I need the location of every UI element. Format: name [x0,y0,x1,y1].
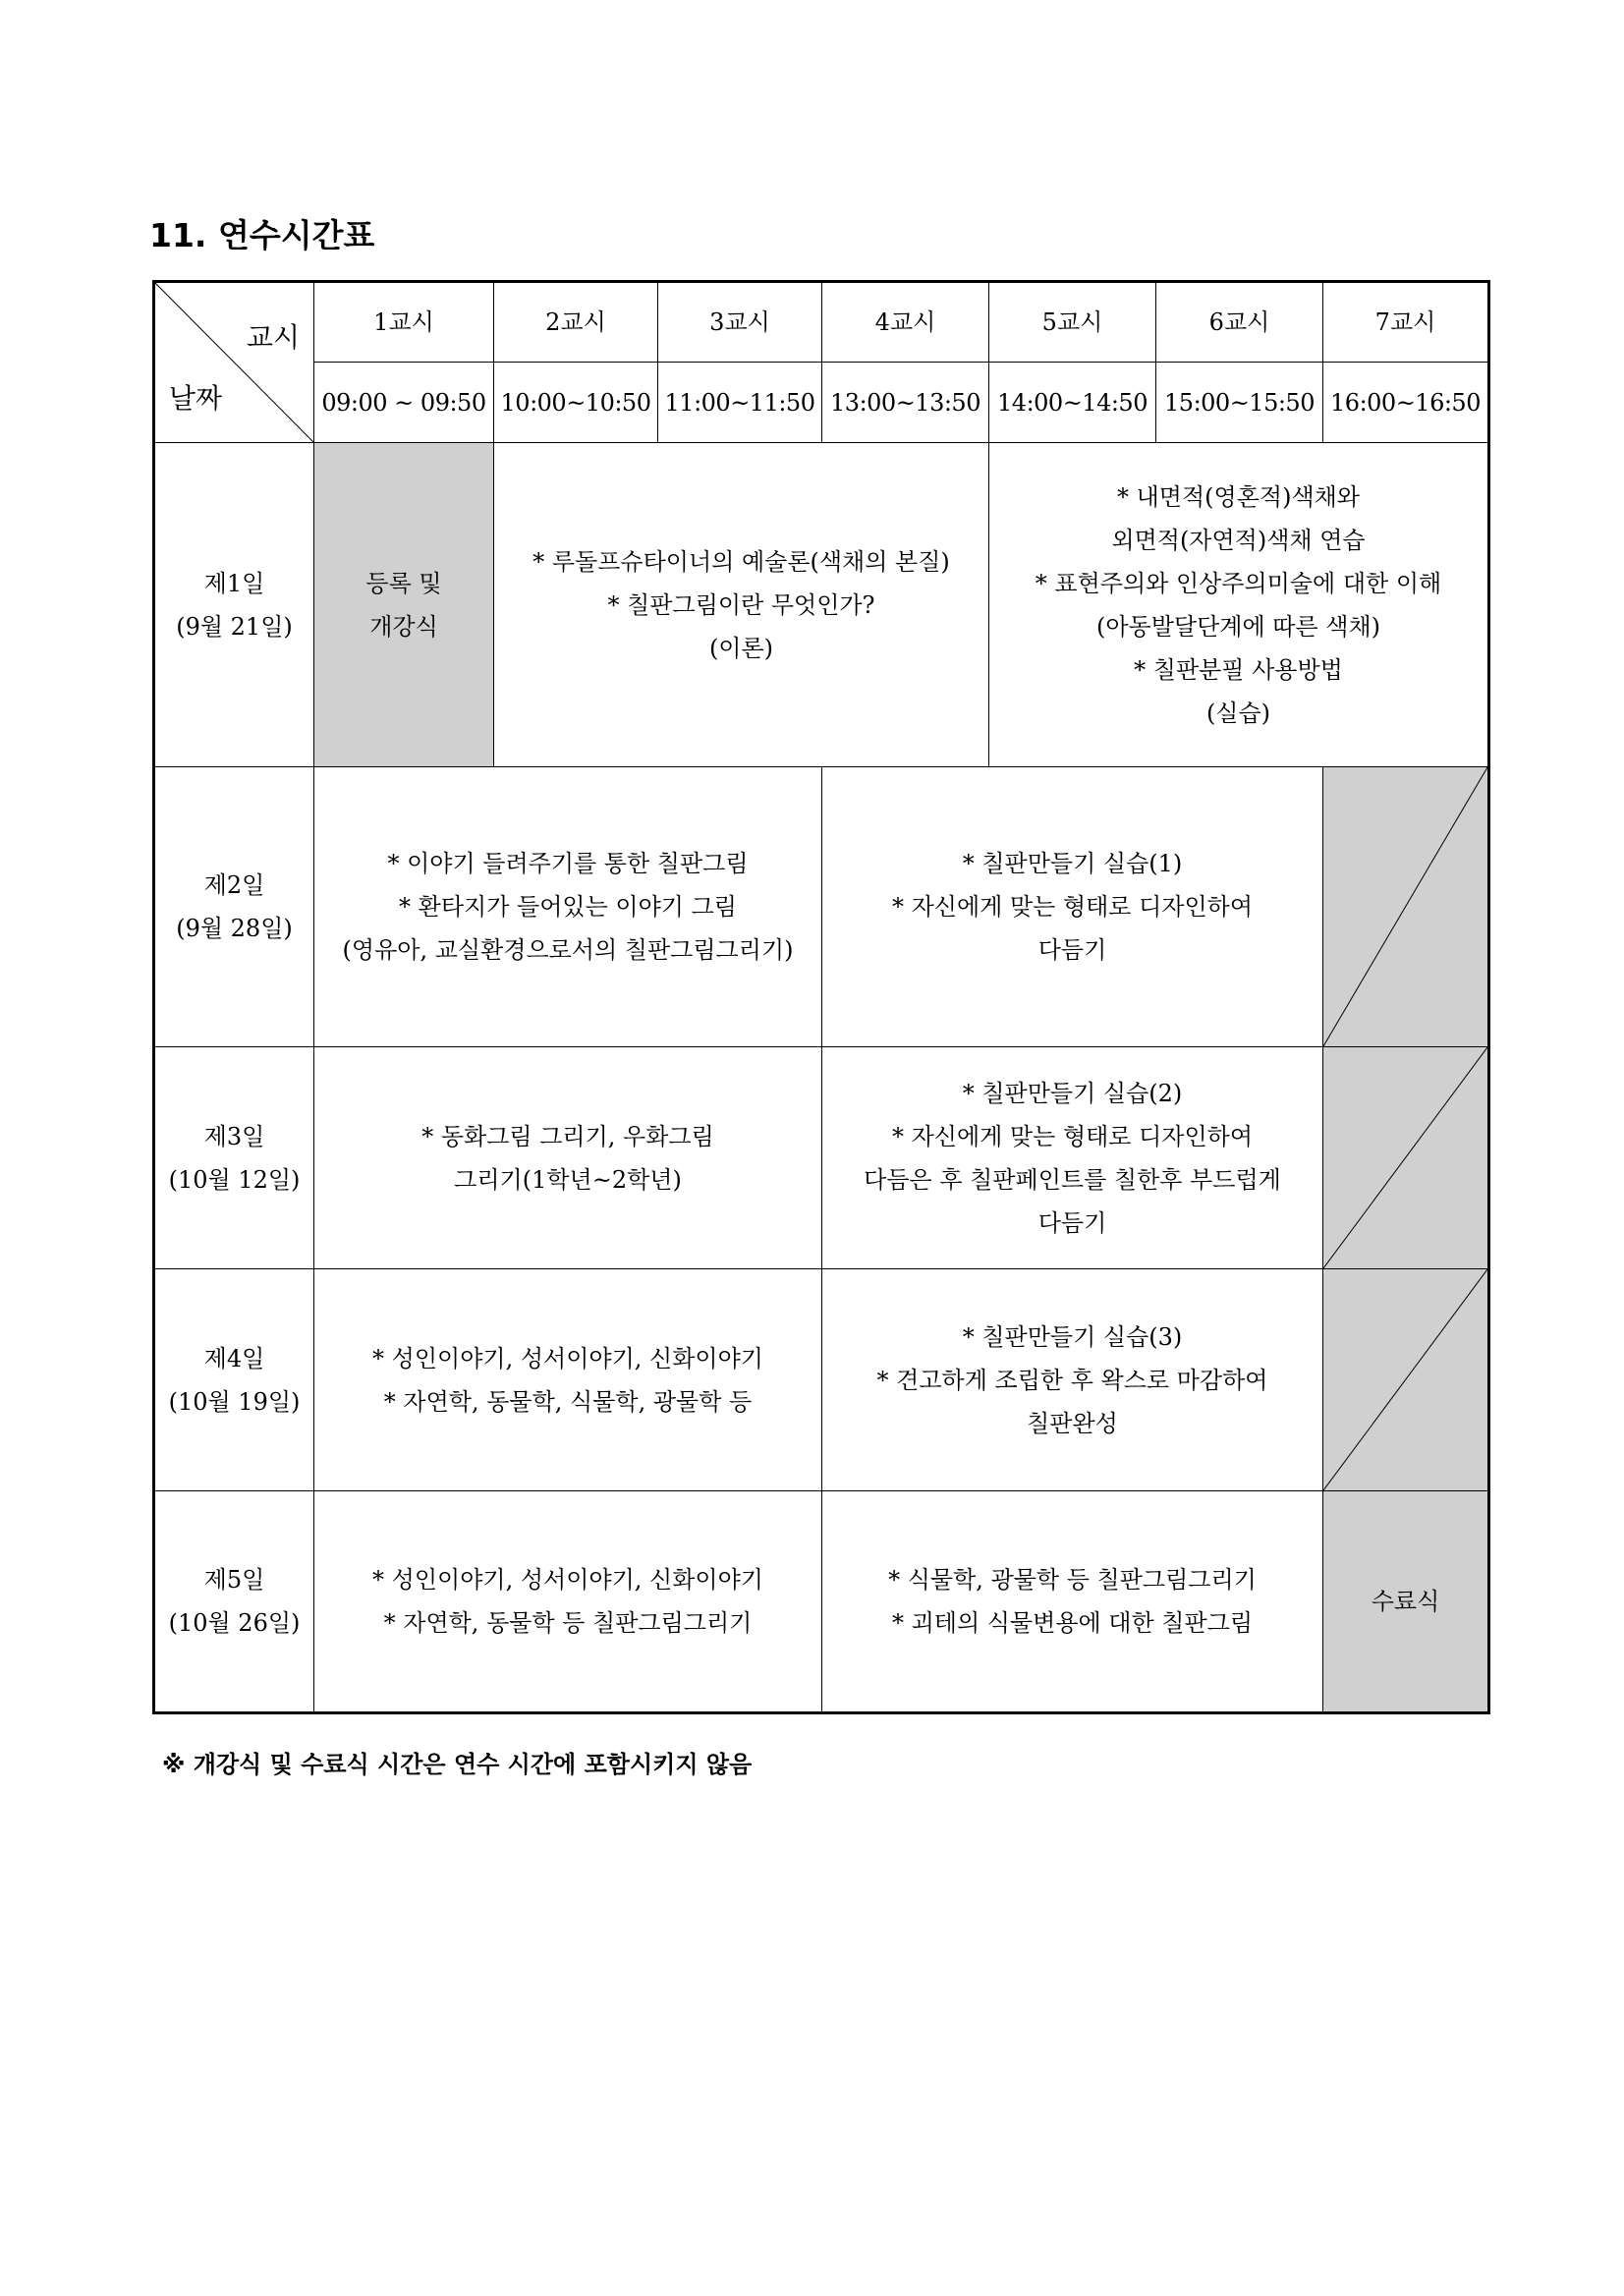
day-date: (9월 21일) [176,612,293,641]
corner-date-label: 날짜 [169,382,223,415]
session-line: * 괴테의 식물변용에 대한 칠판그림 [891,1609,1254,1637]
day-cell [154,1491,314,1713]
table-row [154,767,1489,1047]
empty-shaded-cell [1323,1047,1489,1269]
period-header-6: 6교시 [1156,282,1323,363]
period-header-3: 3교시 [658,282,822,363]
period-time-6: 15:00~15:50 [1156,363,1323,443]
session-line: * 칠판만들기 실습(2) [962,1079,1183,1107]
period-header-5: 5교시 [989,282,1156,363]
footnote: ※ 개강식 및 수료식 시간은 연수 시간에 포함시키지 않음 [162,1751,753,1778]
session-line: * 표현주의와 인상주의미술에 대한 이해 [1035,569,1442,597]
session-line: 그리기(1학년~2학년) [454,1165,682,1194]
session-line: * 자연학, 동물학, 식물학, 광물학 등 [383,1387,753,1416]
registration-cell [314,443,494,767]
session-line: 다듬은 후 칠판페인트를 칠한후 부드럽게 [864,1165,1281,1194]
session-line: (이론) [708,634,774,662]
schedule-table [152,280,1490,1714]
day-cell [154,1047,314,1269]
session-block [494,443,989,767]
session-line: 외면적(자연적)색채 연습 [1111,526,1366,554]
session-line: * 식물학, 광물학 등 칠판그림그리기 [888,1566,1257,1594]
table-row [154,1047,1489,1269]
closing-ceremony-cell: 수료식 [1323,1491,1489,1713]
period-header-2: 2교시 [494,282,658,363]
session-line: * 내면적(영혼적)색채와 [1116,482,1360,511]
session-block [314,1491,822,1713]
session-line: * 루돌프슈타이너의 예술론(색채의 본질) [532,547,950,576]
session-line: * 자신에게 맞는 형태로 디자인하여 [891,893,1254,921]
day-date: (9월 28일) [176,915,293,942]
session-block [822,767,1323,1047]
corner-period-label: 교시 [246,321,300,354]
period-time-1: 09:00 ~ 09:50 [314,363,494,443]
session-line: * 칠판분필 사용방법 [1134,655,1343,684]
day-label: 제2일 [203,871,265,899]
day-label: 제3일 [203,1122,265,1150]
table-row [154,443,1489,767]
period-time-4: 13:00~13:50 [822,363,989,443]
session-line: * 성인이야기, 성서이야기, 신화이야기 [372,1566,763,1594]
session-block [989,443,1489,767]
corner-header-cell [154,282,314,443]
day-label: 제4일 [203,1344,265,1372]
period-header-7: 7교시 [1323,282,1489,363]
session-line: * 이야기 들려주기를 통한 칠판그림 [387,850,749,877]
session-line: (아동발달단계에 따른 색채) [1095,612,1380,641]
session-line: * 자신에게 맞는 형태로 디자인하여 [891,1122,1254,1150]
session-line: 다듬기 [1037,936,1107,964]
registration-line: 개강식 [369,612,438,641]
session-line: 다듬기 [1037,1208,1107,1237]
session-block [314,1269,822,1491]
period-time-5: 14:00~14:50 [989,363,1156,443]
session-line: * 칠판만들기 실습(3) [962,1322,1183,1351]
day-cell [154,1269,314,1491]
diagonal-line [1323,767,1487,1046]
session-block [314,1047,822,1269]
table-row [154,1269,1489,1491]
period-header-1: 1교시 [314,282,494,363]
session-line: (실습) [1205,699,1271,727]
diagonal-line [1323,1269,1487,1490]
session-block [822,1491,1323,1713]
session-block [822,1047,1323,1269]
day-date: (10월 26일) [168,1609,301,1637]
session-line: (영유아, 교실환경으로서의 칠판그림그리기) [342,936,794,964]
session-line: * 견고하게 조립한 후 왁스로 마감하여 [876,1366,1268,1394]
page-title: 11. 연수시간표 [149,216,375,254]
period-time-3: 11:00~11:50 [658,363,822,443]
session-line: * 환타지가 들어있는 이야기 그림 [399,893,737,921]
empty-shaded-cell [1323,1269,1489,1491]
session-line: * 칠판그림이란 무엇인가? [607,590,875,619]
day-label: 제1일 [203,569,265,597]
session-line: * 성인이야기, 성서이야기, 신화이야기 [372,1344,763,1372]
day-date: (10월 19일) [168,1387,301,1416]
day-label: 제5일 [203,1566,265,1594]
period-time-7: 16:00~16:50 [1323,363,1489,443]
period-time-2: 10:00~10:50 [494,363,658,443]
session-line: 칠판완성 [1027,1409,1118,1437]
session-line: * 칠판만들기 실습(1) [962,850,1183,877]
session-line: * 동화그림 그리기, 우화그림 [421,1122,714,1150]
day-cell [154,443,314,767]
session-block [314,767,822,1047]
day-cell [154,767,314,1047]
empty-shaded-cell [1323,767,1489,1047]
diagonal-line [1323,1047,1487,1268]
day-date: (10월 12일) [168,1165,301,1194]
session-block [822,1269,1323,1491]
table-row [154,1491,1489,1713]
session-line: * 자연학, 동물학 등 칠판그림그리기 [383,1609,753,1637]
registration-line: 등록 및 [365,569,442,597]
period-header-4: 4교시 [822,282,989,363]
